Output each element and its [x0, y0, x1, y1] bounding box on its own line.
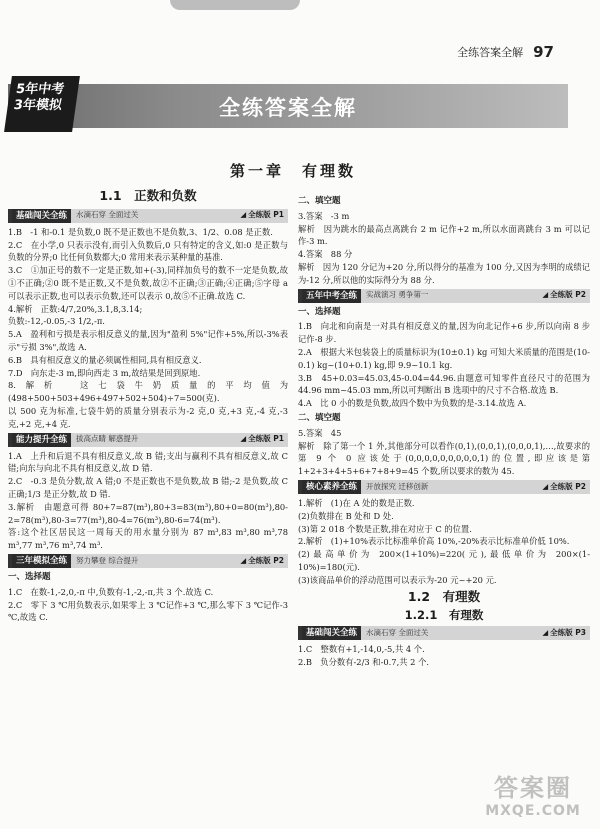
answer-item: 3.C ①加正号的数不一定是正数,如+(-3),同样加负号的数不一定是负数,故①不正确;②0 既不是正数,又不是负数,故②不正确;③正确;④正确;⑤字母 a 可以表示正数,也可以表示负数,还可以表示 0,故⑤不正确.故选 C.	[8, 265, 288, 301]
bar-version: ◢ 全练版 P2	[542, 289, 586, 302]
exercise-bar-basic-2	[298, 626, 590, 640]
bar-title: 基础闯关全练	[12, 209, 71, 223]
answer-item: 5.A 盈利和亏损是表示相反意义的量,因为"盈利 5%"记作+5%,所以-3%表示"亏损 3%",故选 A.	[8, 329, 288, 352]
section-title: 1.1 正数和负数	[99, 188, 197, 203]
answer-list	[298, 210, 590, 287]
bar-title: 三年模拟全练	[12, 554, 71, 568]
answer-item: (2)负数排在 B 处和 D 处.	[298, 510, 394, 521]
answer-item: 1.A 上升和后退不具有相反意义,故 B 错;支出与赢利不具有相反意义,故 C 错;向东与向北不具有相反意义,故 D 错.	[8, 450, 288, 474]
answer-item: 4.A 比 0 小的数是负数,故四个数中为负数的是-3.14.故选 A.	[298, 398, 527, 409]
answer-item: 解析 除了第一个 1 外,其他部分可以看作(0,1),(0,0,1),(0,0,0,1),…,故要求的第 9 个 0 应该处于(0,0,0,0,0,0,0,0,0,1)的位置,即应该是第 1+2+3+4+5+6+7+8+9=45 个数,所以要求的数为 45.	[298, 440, 590, 477]
bar-slogan: 水滴石穿 全面过关	[366, 627, 429, 637]
running-title: 全练答案全解	[457, 46, 524, 59]
bar-slogan: 努力攀登 综合提升	[76, 555, 139, 565]
answer-item: 2.C 零下 3 ℃用负数表示,如果零上 3 ℃记作+3 ℃,那么零下 3 ℃记作-3 ℃,故选 C.	[8, 599, 288, 623]
logo-line-1: 5年中考	[14, 82, 66, 97]
answer-item: 解析 因为 120 分记为+20 分,所以得分的基准为 100 分,又因为李明的成绩记为-12 分,所以他的实际得分为 88 分.	[298, 261, 590, 285]
banner-title: 全练答案全解	[219, 96, 357, 120]
question-type-heading: 一、选择题	[298, 306, 341, 317]
running-header	[457, 43, 554, 61]
answer-item: 8.解析 这七袋牛奶质量的平均值为(498+500+503+496+497+502+504)÷7=500(克).	[8, 380, 288, 404]
answer-item: 2.B 负分数有-2/3 和-0.7,共 2 个.	[298, 656, 430, 667]
bar-slogan: 水滴石穿 全面过关	[76, 210, 139, 220]
watermark	[474, 773, 592, 825]
answer-item: 1.解析 (1)在 A 处的数是正数.	[298, 497, 415, 508]
answer-item: 解析 因为跳水的最高点离跳台 2 m 记作+2 m,所以水面离跳台 3 m 可以记作-3 m.	[298, 223, 590, 247]
answer-item: 1.C 整数有+1,-14,0,-5,共 4 个.	[298, 644, 425, 655]
answer-list	[8, 586, 288, 624]
answer-item: 4.解析 正数:4/7,20%,3.1,8,3.14;	[8, 303, 143, 314]
bar-version: ◢ 全练版 P1	[240, 209, 284, 222]
watermark-line-1: 答案圈	[494, 774, 572, 802]
left-column	[8, 186, 288, 624]
question-type-heading: 二、填空题	[298, 412, 341, 423]
bar-version: ◢ 全练版 P2	[240, 555, 284, 568]
answer-item: 负数:-12,-0.05,-3 1/2,-π.	[8, 316, 105, 327]
watermark-line-2: MXQE.COM	[485, 803, 581, 819]
bar-title: 五年中考全练	[302, 289, 361, 303]
answer-item: (2)最高单价为 200×(1+10%)=220(元),最低单价为 200×(1-10%)=180(元).	[298, 549, 590, 572]
bar-version: ◢ 全练版 P1	[240, 433, 284, 446]
title-banner	[8, 84, 568, 128]
answer-item: 2.C -0.3 是负分数,故 A 错;0 不是正数也不是负数,故 B 错;-2 是负数,故 C 正确;1/3 是正分数,故 D 错.	[8, 476, 288, 499]
answer-list	[298, 427, 590, 478]
answer-list	[298, 643, 590, 669]
exercise-bar-ability	[8, 433, 288, 447]
answer-item: 2.解析 (1)+10%表示比标准单价高 10%,-20%表示比标准单价低 10%.	[298, 536, 570, 547]
answer-item: 2.C 在小学,0 只表示没有,而引入负数后,0 只有特定的含义,如:0 是正数与负数的分界;0 比任何负数都大;0 常用来表示某种量的基准.	[8, 239, 288, 263]
exercise-bar-basic	[8, 209, 288, 223]
answer-item: (3)第 2 018 个数是正数,排在对应于 C 的位置.	[298, 523, 472, 534]
bar-slogan: 实战演习 勇争第一	[366, 290, 429, 300]
question-type-heading: 一、选择题	[8, 571, 51, 582]
bar-slogan: 拔高点睛 解惑提升	[76, 434, 139, 444]
bar-version: ◢ 全练版 P2	[542, 481, 586, 494]
question-type-heading: 二、填空题	[298, 196, 341, 206]
bar-version: ◢ 全练版 P3	[542, 627, 586, 640]
subsection-title: 1.2.1 有理数	[404, 608, 484, 623]
chapter-title: 第一章 有理数	[230, 162, 357, 180]
answer-item: 1.B -1 和-0.1 是负数,0 既不是正数也不是负数,3、1/2、0.08 是正数.	[8, 226, 273, 237]
right-column	[298, 193, 590, 669]
answer-item: 4.答案 88 分	[298, 249, 353, 260]
exercise-bar-core	[298, 480, 590, 494]
answer-item: 1.C 在数-1,-2,0,-π 中,负数有-1,-2,-π,共 3 个.故选 C.	[8, 586, 214, 597]
page-number: 97	[533, 43, 554, 61]
bar-slogan: 开放探究 迁移创新	[366, 481, 429, 491]
answer-item: 答:这个社区居民这一周每天的用水量分别为 87 m³,83 m³,80 m³,78 m³,77 m³,76 m³,74 m³.	[8, 527, 288, 551]
answer-list	[298, 320, 590, 410]
section-title: 1.2 有理数	[407, 588, 481, 604]
answer-item: 3.解析 由题意可得 80+7=87(m³),80+3=83(m³),80+0=80(m³),80-2=78(m³),80-3=77(m³),80-4=76(m³),80-6=74(m³).	[8, 501, 288, 525]
answer-item: 6.B 具有相反意义的量必须属性相同,具有相反意义.	[8, 354, 202, 365]
answer-item: 3.B 45+0.03=45.03,45-0.04=44.96.由题意可知零件直径尺寸的范围为 44.96 mm~45.03 mm,所以可判断出 B 选项中的尺寸不合格.故选 B.	[298, 372, 590, 396]
binding-shadow	[170, 0, 300, 10]
answer-list	[8, 450, 288, 552]
answer-list	[298, 497, 590, 587]
exercise-bar-exam	[298, 289, 590, 303]
answer-item: 5.答案 45	[298, 427, 342, 438]
answer-item: 1.B 向北和向南是一对具有相反意义的量,因为向北记作+6 步,所以向南 8 步记作-8 步.	[298, 321, 590, 345]
bar-title: 基础闯关全练	[302, 626, 361, 640]
answer-item: 3.答案 -3 m	[298, 210, 350, 221]
logo-line-2: 3年模拟	[12, 98, 63, 113]
exercise-bar-mock	[8, 554, 288, 568]
bar-title: 核心素养全练	[302, 480, 361, 494]
answer-item: 2.A 根据大米包装袋上的质量标识为(10±0.1) kg 可知大米质量的范围是(10-0.1) kg~(10+0.1) kg,即 9.9~10.1 kg.	[298, 346, 590, 370]
bar-title: 能力提升全练	[12, 433, 71, 447]
answer-item: (3)该商品单价的浮动范围可以表示为-20 元~+20 元.	[298, 574, 497, 585]
answer-list	[8, 226, 288, 431]
answer-item: 7.D 向东走-3 m,即向西走 3 m,故结果是回到原地.	[8, 367, 201, 378]
answer-item: 以 500 克为标准,七袋牛奶的质量分别表示为-2 克,0 克,+3 克,-4 克,-3 克,+2 克,+4 克.	[8, 405, 288, 429]
